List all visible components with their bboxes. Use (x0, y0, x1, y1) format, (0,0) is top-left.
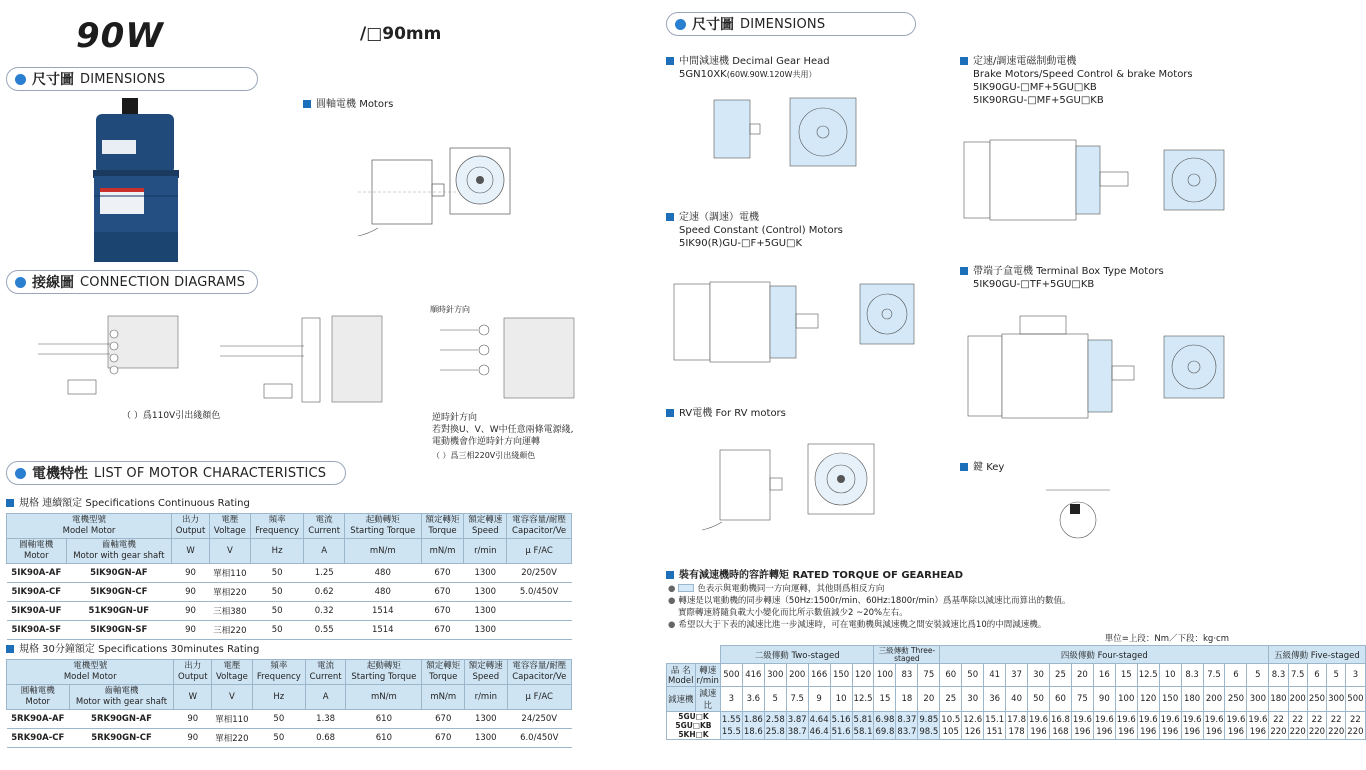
table-cell: 22 220 (1307, 712, 1326, 740)
table-row (7, 602, 572, 621)
ccw-direction-label: 逆時針方向 (432, 413, 478, 423)
square-bullet-icon (960, 267, 968, 275)
table-cell: 7.5 (1288, 664, 1307, 687)
ccw-note-1: 若對換U、V、W中任意兩條電源綫, (432, 425, 574, 435)
table-cell: 1300 (464, 621, 507, 640)
square-bullet-icon (666, 213, 674, 221)
key-drawing (1040, 476, 1130, 540)
characteristics-header: 電機特性 LIST OF MOTOR CHARACTERISTICS (6, 461, 346, 485)
table-cell: 單相220 (209, 583, 250, 602)
table-cell: 610 (346, 710, 422, 729)
table-cell: 5RK90A-AF (7, 710, 70, 729)
table-cell: 416 (742, 664, 764, 687)
color-legend-swatch (678, 584, 694, 592)
table-cell: 單相220 (212, 729, 253, 748)
torque-title: 裝有減速機時的容許轉矩 RATED TORQUE OF GEARHEAD (666, 566, 963, 581)
table-cell: 9.85 98.5 (918, 712, 940, 740)
table-cell: 1300 (464, 602, 507, 621)
table-cell: 22 220 (1346, 712, 1365, 740)
square-bullet-icon (960, 463, 968, 471)
table-row (7, 621, 572, 640)
table-cell: 5RK90GN-CF (69, 729, 174, 748)
table-cell: 1.25 (304, 564, 345, 583)
table-cell: 15 (1115, 664, 1137, 687)
square-bullet-icon (6, 645, 14, 653)
table-cell: 3.87 38.7 (786, 712, 808, 740)
table-cell: 500 (720, 664, 742, 687)
table-cell: 4.64 46.4 (808, 712, 830, 740)
brake-motors-label: 定速/調速電磁制動電機 Brake Motors/Speed Control & brake Motors 5IK90GU-□MF+5GU□KB 5IK90RGU-□MF+5GU□KB (960, 55, 1193, 107)
table-cell: 19.6 196 (1203, 712, 1225, 740)
header-zh: 尺寸圖 (32, 72, 74, 88)
rv-motors-label: RV電機 For RV motors (666, 407, 786, 420)
table-cell: 22 220 (1288, 712, 1307, 740)
table-cell: 200 (1203, 687, 1225, 712)
dimensions-header-left (6, 67, 258, 91)
table-cell: 90 (172, 564, 210, 583)
table-cell: 品 名 Model (667, 664, 696, 687)
table-cell: 三相380 (209, 602, 250, 621)
table-cell: 100 (1115, 687, 1137, 712)
table-cell: 60 (1049, 687, 1071, 712)
table-cell: 3 (1346, 664, 1365, 687)
table-cell: 60 (940, 664, 962, 687)
ccw-note-2: 電動機會作逆時針方向運轉 (432, 437, 541, 447)
table-cell: 1300 (464, 583, 507, 602)
table-cell: 8.37 83.7 (896, 712, 918, 740)
table-cell: 12.5 (1137, 664, 1159, 687)
table-cell: 5.16 51.6 (830, 712, 852, 740)
table-cell: 610 (346, 729, 422, 748)
square-bullet-icon (6, 499, 14, 507)
table-cell: 19.6 196 (1137, 712, 1159, 740)
table-cell: 減速機 (667, 687, 696, 712)
table-cell: 22 220 (1327, 712, 1346, 740)
table-row (7, 583, 572, 602)
torque-table: 二級傳動 Two-staged 三級傳動 Three-staged 四級傳動 Four-staged 五級傳動 Five-staged 品 名 Model 轉速 r/min 500 416 300 200 166 150 120 100 83 75 60 50 41 37 30 25 20 16 15 12.5 10 8.3 7.5 6 5 8.3 7.5 6 5 3 減速機 減速比 3 3.6 5 7.5 9 10 12.5 15 18 20 25 30 36 40 50 60 75 90 100 120 150 180 200 250 300 180 200 250 300 500 5GU□K 5GU□KB 5KH□K 1.55 15.5 1.86 18.6 2.58 25.8 3.87 38.7 4.64 46.4 5.16 51.6 5.81 58.1 6.98 69.8 8.37 83.7 9.85 98.5 10.5 105 12.6 126 15.1 151 17.8 178 19.6 196 16.8 168 19.6 196 19.6 196 19.6 196 19.6 196 19.6 196 19.6 196 19.6 196 19.6 196 19.6 196 22 220 22 220 22 220 22 220 22 220 (668, 645, 1364, 739)
table-cell: 8.3 (1181, 664, 1203, 687)
table-cell: 100 (874, 664, 896, 687)
table-cell: 1514 (344, 621, 421, 640)
continuous-title: 規格 連續額定 Specifications Continuous Rating (6, 497, 250, 510)
table-cell: 75 (918, 664, 940, 687)
thirty-min-title: 規格 30分鐘額定 Specifications 30minutes Rating (6, 643, 259, 656)
table-cell: 670 (422, 729, 465, 748)
table-row (667, 664, 1366, 687)
table-cell: 10 (1159, 664, 1181, 687)
table-cell: 19.6 196 (1159, 712, 1181, 740)
cw-direction-label: 順時針方向 (430, 305, 470, 314)
table-cell: 180 (1269, 687, 1288, 712)
table-cell: 5IK90A-AF (7, 564, 67, 583)
table-cell: 25 (1049, 664, 1071, 687)
table-cell: 5RK90A-CF (7, 729, 70, 748)
table-cell: 670 (421, 621, 464, 640)
dimensions-header-right: 尺寸圖 DIMENSIONS (666, 12, 916, 36)
table-cell: 83 (896, 664, 918, 687)
table-cell: 50 (252, 710, 305, 729)
table-cell: 50 (250, 583, 304, 602)
table-cell: 單相110 (212, 710, 253, 729)
table-cell: 6.0/450V (507, 729, 571, 748)
table-cell: 90 (174, 729, 212, 748)
table-cell: 1300 (465, 729, 508, 748)
terminal-box-motor-drawing (960, 306, 1230, 432)
table-cell: 5GU□K 5GU□KB 5KH□K (667, 712, 721, 740)
motor-dimension-drawing (338, 138, 518, 238)
table-cell: 5.81 58.1 (852, 712, 874, 740)
page-title: 90W (76, 16, 164, 56)
table-cell: 670 (421, 583, 464, 602)
table-cell: 300 (1327, 687, 1346, 712)
square-bullet-icon (666, 571, 674, 579)
terminal-box-motors-label: 帶端子盒電機 Terminal Box Type Motors 5IK90GU-□TF+5GU□KB (960, 265, 1164, 291)
table-cell: 6 (1225, 664, 1247, 687)
table-cell: 41 (984, 664, 1006, 687)
table-cell: 10.5 105 (940, 712, 962, 740)
table-cell: 7.5 (786, 687, 808, 712)
table-cell: 1.55 15.5 (720, 712, 742, 740)
bullet-dot-icon (15, 277, 26, 288)
table-cell: 90 (174, 710, 212, 729)
table-cell: 50 (1028, 687, 1050, 712)
table-cell: 9 (808, 687, 830, 712)
table-cell: 12.5 (852, 687, 874, 712)
table-cell: 19.6 196 (1071, 712, 1093, 740)
note-110v: （ ）爲110V引出綫顏色 (122, 411, 221, 421)
table-cell: 2.58 25.8 (764, 712, 786, 740)
table-cell: 90 (1093, 687, 1115, 712)
table-cell: 19.6 196 (1181, 712, 1203, 740)
table-row (7, 564, 572, 583)
table-cell: 17.8 178 (1006, 712, 1028, 740)
table-cell: 19.6 196 (1115, 712, 1137, 740)
bullet-dot-icon (15, 74, 26, 85)
table-cell: 50 (962, 664, 984, 687)
table-row (7, 710, 572, 729)
table-cell: 0.55 (304, 621, 345, 640)
table-cell: 19.6 196 (1247, 712, 1269, 740)
constant-speed-motor-drawing (668, 264, 918, 386)
table-cell: 0.68 (306, 729, 346, 748)
table-cell: 10 (830, 687, 852, 712)
header-en: DIMENSIONS (80, 71, 166, 87)
table-cell: 670 (421, 564, 464, 583)
square-bullet-icon (666, 57, 674, 65)
table-cell: 90 (172, 583, 210, 602)
table-cell: 5IK90GN-CF (66, 583, 172, 602)
table-cell: 5.0/450V (507, 583, 572, 602)
table-cell: 1.38 (306, 710, 346, 729)
table-cell: 25 (940, 687, 962, 712)
bullet-dot-icon (15, 468, 26, 479)
table-cell: 7.5 (1203, 664, 1225, 687)
table-cell: 150 (1159, 687, 1181, 712)
table-cell: 19.6 196 (1225, 712, 1247, 740)
table-cell: 480 (344, 583, 421, 602)
table-cell: 5 (764, 687, 786, 712)
table-cell: 19.6 196 (1093, 712, 1115, 740)
table-cell: 5IK90A-UF (7, 602, 67, 621)
table-cell: 1300 (465, 710, 508, 729)
table-cell: 50 (250, 602, 304, 621)
table-cell: 50 (250, 621, 304, 640)
table-cell: 37 (1006, 664, 1028, 687)
table-cell: 180 (1181, 687, 1203, 712)
table-cell: 20/250V (507, 564, 572, 583)
table-cell (507, 621, 572, 640)
table-cell: 22 220 (1269, 712, 1288, 740)
table-cell: 166 (808, 664, 830, 687)
table-cell: 1.86 18.6 (742, 712, 764, 740)
rv-motor-drawing (700, 430, 880, 534)
table-cell: 5 (1247, 664, 1269, 687)
table-cell: 6 (1307, 664, 1326, 687)
table-cell: 12.6 126 (962, 712, 984, 740)
table-cell: 670 (421, 602, 464, 621)
table-cell: 1514 (344, 602, 421, 621)
table-cell: 0.62 (304, 583, 345, 602)
table-cell: 三相220 (209, 621, 250, 640)
continuous-rating-table: 電機型號 Model Motor 出力 Output 電壓 Voltage 頻率 Frequency 電流 Current 起動轉矩 Starting Torque 額定轉矩 Torque 額定轉速 Speed 電容容量/耐壓 Capacitor/Ve 圓軸電機 Motor 齒軸電機 Motor with gear shaft W V Hz A mN/m mN/m r/min μ F/AC 5IK90A-AF 5IK90GN-AF 90 單相110 50 1.25 480 670 1300 20/250V 5IK90A-CF 5IK90GN-CF 90 單相220 50 0.62 480 670 1300 5.0/450V 5IK90A-UF 51K90GN-UF 90 三相380 50 0.32 1514 670 1300 5IK90A-SF 5IK90GN-SF 90 三相220 50 0.55 1514 670 1300 (6, 513, 572, 640)
table-cell: 5IK90GN-SF (66, 621, 172, 640)
table-cell: 3 (720, 687, 742, 712)
table-cell (507, 602, 572, 621)
table-cell: 120 (852, 664, 874, 687)
square-bullet-icon (960, 57, 968, 65)
table-cell: 單相110 (209, 564, 250, 583)
table-cell: 20 (1071, 664, 1093, 687)
bullet-dot-icon (675, 19, 686, 30)
table-cell: 18 (896, 687, 918, 712)
table-cell: 5IK90GN-AF (66, 564, 172, 583)
table-cell: 500 (1346, 687, 1365, 712)
table-cell: 0.32 (304, 602, 345, 621)
table-cell: 50 (252, 729, 305, 748)
table-cell: 15 (874, 687, 896, 712)
table-cell: 300 (764, 664, 786, 687)
table-cell: 36 (984, 687, 1006, 712)
thirty-min-rating-table: 電機型號 Model Motor 出力 Output 電壓 Voltage 頻率 Frequency 電流 Current 起動轉矩 Starting Torque 額定轉矩 Torque 額定轉速 Speed 電容容量/耐壓 Capacitor/Ve 圓軸電機 Motor 齒軸電機 Motor with gear shaft W V Hz A mN/m mN/m r/min μ F/AC 5RK90A-AF 5RK90GN-AF 90 單相110 50 1.38 610 670 1300 24/250V 5RK90A-CF 5RK90GN-CF 90 單相220 50 0.68 610 670 1300 6.0/450V (6, 659, 572, 748)
connection-diagram-single-phase-2 (210, 296, 380, 406)
decimal-gear-head-drawing (712, 96, 862, 188)
table-cell: 減速比 (695, 687, 720, 712)
table-cell: 24/250V (507, 710, 571, 729)
unit-note: 單位=上段：Nm／下段：kg·cm (1104, 634, 1229, 644)
table-cell: 19.6 196 (1028, 712, 1050, 740)
table-cell: 250 (1307, 687, 1326, 712)
table-cell: 90 (172, 621, 210, 640)
table-cell: 5IK90A-CF (7, 583, 67, 602)
table-cell: 250 (1225, 687, 1247, 712)
connection-diagram-single-phase-1 (28, 296, 188, 400)
table-cell: 670 (422, 710, 465, 729)
table-row (7, 729, 572, 748)
table-cell: 1300 (464, 564, 507, 583)
table-cell: 5IK90A-SF (7, 621, 67, 640)
table-cell: 轉速 r/min (695, 664, 720, 687)
table-row (667, 712, 1366, 740)
table-cell: 30 (1028, 664, 1050, 687)
table-cell: 40 (1006, 687, 1028, 712)
decimal-gear-head-label: 中間減速機 Decimal Gear Head 5GN10XK(60W.90W.120W共用） (666, 55, 830, 81)
square-bullet-icon (303, 100, 311, 108)
table-row (667, 687, 1366, 712)
table-cell: 90 (172, 602, 210, 621)
table-cell: 50 (250, 564, 304, 583)
table-cell: 16.8 168 (1049, 712, 1071, 740)
table-cell: 51K90GN-UF (66, 602, 172, 621)
table-cell: 15.1 151 (984, 712, 1006, 740)
table-cell: 20 (918, 687, 940, 712)
table-cell: 5RK90GN-AF (69, 710, 174, 729)
table-cell: 480 (344, 564, 421, 583)
table-cell: 150 (830, 664, 852, 687)
table-cell: 8.3 (1269, 664, 1288, 687)
connection-header: 接線圖 CONNECTION DIAGRAMS (6, 270, 258, 294)
motors-label: 圓軸電機 Motors (303, 98, 393, 111)
note-220v: （ ）爲三相220V引出綫顏色 (432, 451, 536, 460)
table-cell: 75 (1071, 687, 1093, 712)
table-cell: 6.98 69.8 (874, 712, 896, 740)
table-cell: 5 (1327, 664, 1346, 687)
square-bullet-icon (666, 409, 674, 417)
constant-speed-motors-label: 定速（調速）電機 Speed Constant (Control) Motors 5IK90(R)GU-□F+5GU□K (666, 211, 843, 250)
table-cell: 30 (962, 687, 984, 712)
table-cell: 120 (1137, 687, 1159, 712)
table-cell: 3.6 (742, 687, 764, 712)
table-cell: 200 (1288, 687, 1307, 712)
brake-motor-drawing (960, 122, 1230, 244)
table-cell: 16 (1093, 664, 1115, 687)
table-cell: 300 (1247, 687, 1269, 712)
motor-photo (90, 96, 182, 264)
key-label: 鍵 Key (960, 461, 1004, 474)
torque-notes: ● 色表示與電動機同一方向運轉，其他則爲相反方向 ● 轉速是以電動機的同步轉速（50Hz:1500r/min、60Hz:1800r/min）爲基準除以減速比而算出的數值。 實際轉速將隨負載大小變化而比所示數值減少2 ~20%左右。 ● 希望以大于下表的減速比進一步減速時，可在電動機與減速機之間安裝減速比爲10的中間減速機。 (668, 584, 1071, 630)
table-cell: 200 (786, 664, 808, 687)
frame-size: /□90mm (360, 24, 442, 44)
